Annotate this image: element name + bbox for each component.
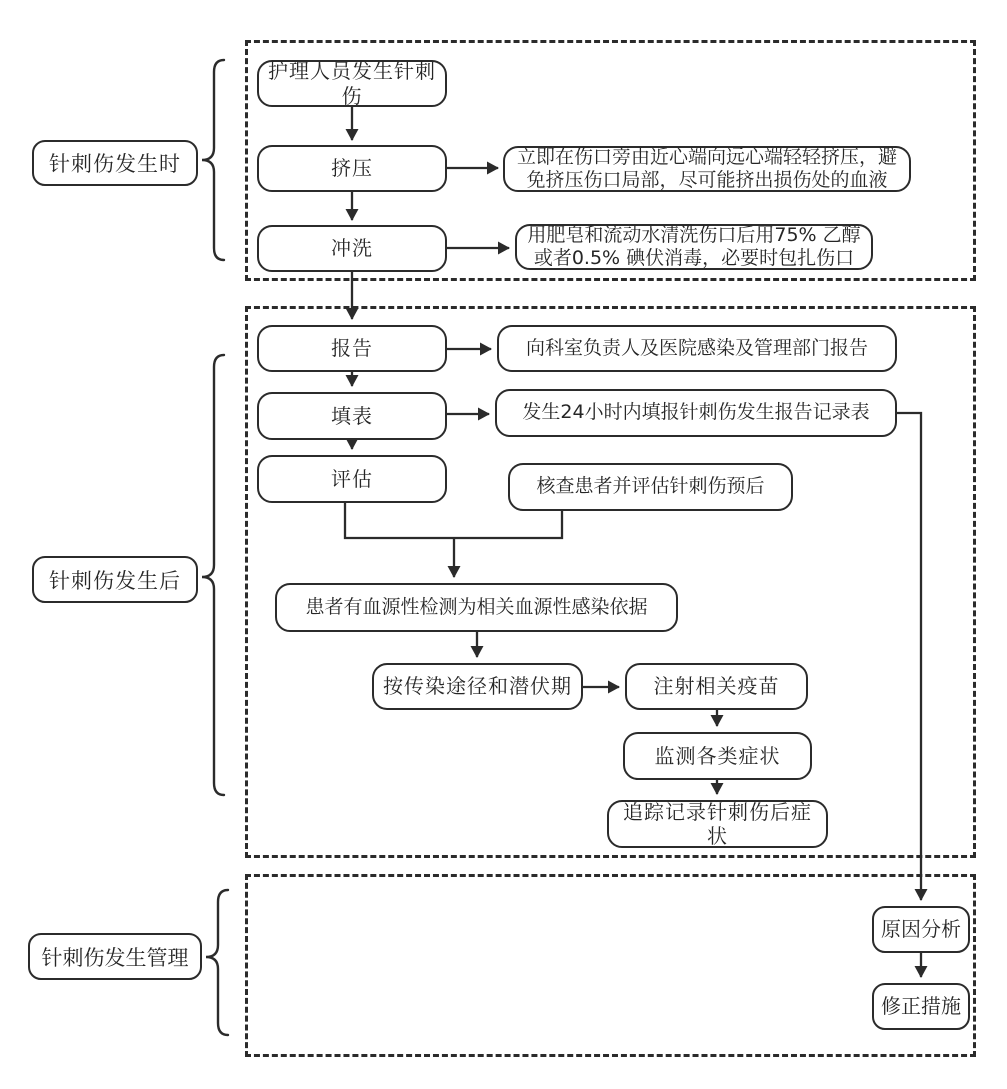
node-cause [872, 906, 970, 953]
node-vaccine-text: 注射相关疫苗 [653, 674, 780, 699]
node-rinse [257, 225, 447, 272]
section-label-manage-text: 针刺伤发生管理 [41, 945, 189, 970]
node-monitor-text: 监测各类症状 [654, 743, 781, 768]
brace-after [202, 355, 224, 795]
node-report-text: 报告 [331, 336, 373, 361]
section-frame-manage [245, 874, 976, 1057]
node-track-text: 追踪记录针刺伤后症状 [623, 799, 812, 848]
section-label-after [32, 556, 198, 603]
node-evidence [275, 583, 678, 632]
node-start [257, 60, 447, 107]
node-track [607, 800, 828, 848]
node-evidence-text: 患者有血源性检测为相关血源性感染依据 [305, 595, 648, 618]
brace-manage [206, 890, 228, 1035]
node-form-text: 填表 [331, 403, 373, 428]
node-monitor [623, 732, 812, 780]
note-form-text: 发生24小时内填报针刺伤发生报告记录表 [522, 401, 870, 424]
node-assess [257, 455, 447, 503]
node-report [257, 325, 447, 372]
note-squeeze-text: 立即在伤口旁由近心端向远心端轻轻挤压，避免挤压伤口局部，尽可能挤出损伤处的血液 [516, 145, 897, 191]
brace-during [202, 60, 224, 260]
node-squeeze-text: 挤压 [331, 156, 373, 181]
node-vaccine [625, 663, 808, 710]
section-label-during [32, 140, 198, 186]
section-label-manage [28, 933, 202, 980]
section-label-during-text: 针刺伤发生时 [49, 152, 181, 176]
node-form [257, 392, 447, 440]
node-rinse-text: 冲洗 [331, 236, 373, 261]
node-squeeze [257, 145, 447, 192]
note-assess-text: 核查患者并评估针刺伤预后 [536, 475, 765, 498]
note-form [495, 389, 897, 437]
node-assess-text: 评估 [331, 466, 373, 491]
note-rinse-text: 用肥皂和流动水清洗伤口后用75% 乙醇或者0.5% 碘伏消毒，必要时包扎伤口 [527, 223, 861, 269]
note-report-text: 向科室负责人及医院感染及管理部门报告 [525, 336, 868, 359]
node-correct [872, 983, 970, 1030]
node-route-text: 按传染途径和潜伏期 [383, 674, 572, 699]
node-start-text: 护理人员发生针刺伤 [268, 59, 436, 108]
node-cause-text: 原因分析 [881, 917, 961, 942]
note-report [497, 325, 897, 372]
note-rinse [515, 224, 873, 270]
note-squeeze [503, 146, 911, 192]
section-label-after-text: 针刺伤发生后 [49, 568, 181, 593]
node-route [372, 663, 583, 710]
note-assess [508, 463, 793, 511]
node-correct-text: 修正措施 [881, 994, 961, 1019]
